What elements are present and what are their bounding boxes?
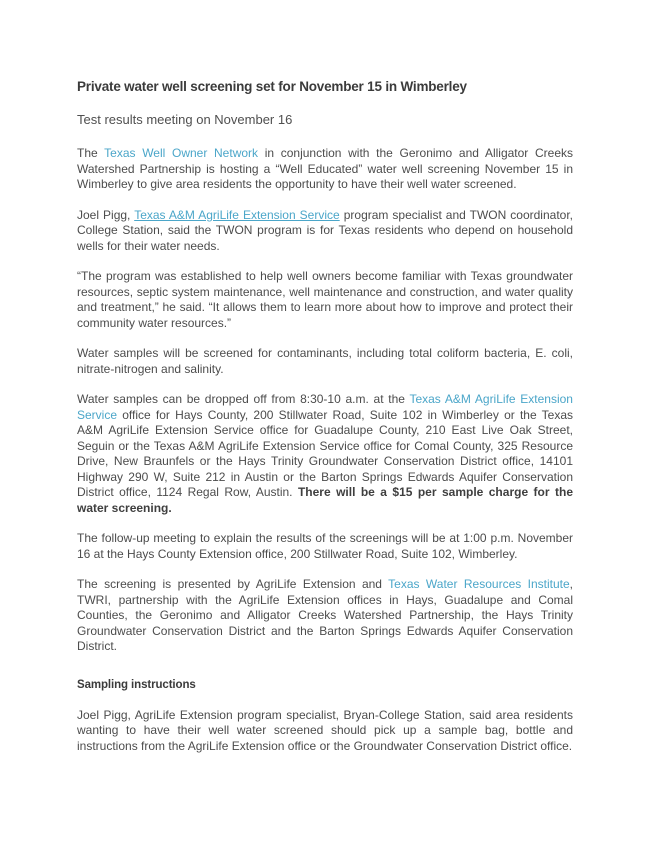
paragraph-sampling-instructions (77, 708, 573, 755)
link-agrilife-extension-service[interactable]: Texas A&M AgriLife Extension Service (134, 207, 340, 222)
text-run: “The program was established to help well owners become familiar with Texas groundwater resources, septic system maintenance, well maintenance and construction, and water quality and treatment,” he said. “It allows them to learn more about how to improve and protect their community water resources.” (77, 269, 573, 330)
section-heading-sampling-instructions: Sampling instructions (77, 678, 196, 691)
article-subtitle: Test results meeting on November 16 (77, 112, 293, 127)
article-title: Private water well screening set for November 15 in Wimberley (77, 79, 467, 94)
text-run: The screening is presented by AgriLife Extension and (77, 577, 389, 591)
text-run: in conjunction with the Geronimo and Alligator Creeks Watershed Partnership is hosting a “Well Educated” water well screening November 15 in Wimberley to give area residents the opportunity to have their well water screened. (77, 146, 573, 191)
paragraph-coordinator (77, 208, 573, 255)
text-run: Water samples will be screened for contaminants, including total coliform bacteria, E. coli, nitrate-nitrogen and salinity. (77, 346, 573, 376)
paragraph-intro (77, 146, 573, 193)
link-agrilife-extension-service-offices[interactable]: Texas A&M AgriLife Extension Service (77, 392, 573, 422)
text-run: The follow-up meeting to explain the results of the screenings will be at 1:00 p.m. November 16 at the Hays County Extension office, 200 Stillwater Road, Suite 102, Wimberley. (77, 531, 573, 561)
paragraph-quote (77, 269, 573, 331)
text-run: program specialist and TWON coordinator, College Station, said the TWON program is for Texas residents who depend on household wells for their water needs. (77, 207, 574, 253)
paragraph-dropoff-locations (77, 392, 573, 516)
paragraph-presenters (77, 577, 573, 655)
text-run: , TWRI, partnership with the AgriLife Extension offices in Hays, Guadalupe and Comal Counties, the Geronimo and Alligator Creeks Watershed Partnership, the Hays Trinity Groundwater Conservation District and the Barton Springs Edwards Aquifer Conservation District. (77, 577, 574, 653)
text-run: Joel Pigg, AgriLife Extension program specialist, Bryan-College Station, said area residents wanting to have their well water screened should pick up a sample bag, bottle and instructions from the AgriLife Extension office or the Groundwater Conservation District office. (77, 707, 573, 753)
text-run: office for Hays County, 200 Stillwater Road, Suite 102 in Wimberley or the Texas A&M AgriLife Extension Service office for Guadalupe County, 210 East Live Oak Street, Seguin or the Texas A&M AgriLife Extension Service office for Comal County, 325 Resource Drive, New Braunfels or the Hays Trinity Groundwater Conservation District office, 14101 Highway 290 W, Suite 212 in Austin or the Barton Springs Edwards Aquifer Conservation District office, 1124 Regal Row, Austin. (77, 407, 573, 499)
text-run: Water samples can be dropped off from 8:30-10 a.m. at the (77, 392, 410, 406)
link-texas-well-owner-network[interactable]: Texas Well Owner Network (104, 146, 259, 160)
text-run: Joel Pigg, (77, 207, 135, 222)
paragraph-contaminants (77, 346, 573, 377)
link-texas-water-resources-institute[interactable]: Texas Water Resources Institute (388, 577, 570, 591)
paragraph-followup-meeting (77, 531, 573, 562)
text-run: The (77, 146, 105, 160)
sample-charge-note: There will be a $15 per sample charge for the water screening. (77, 485, 573, 515)
